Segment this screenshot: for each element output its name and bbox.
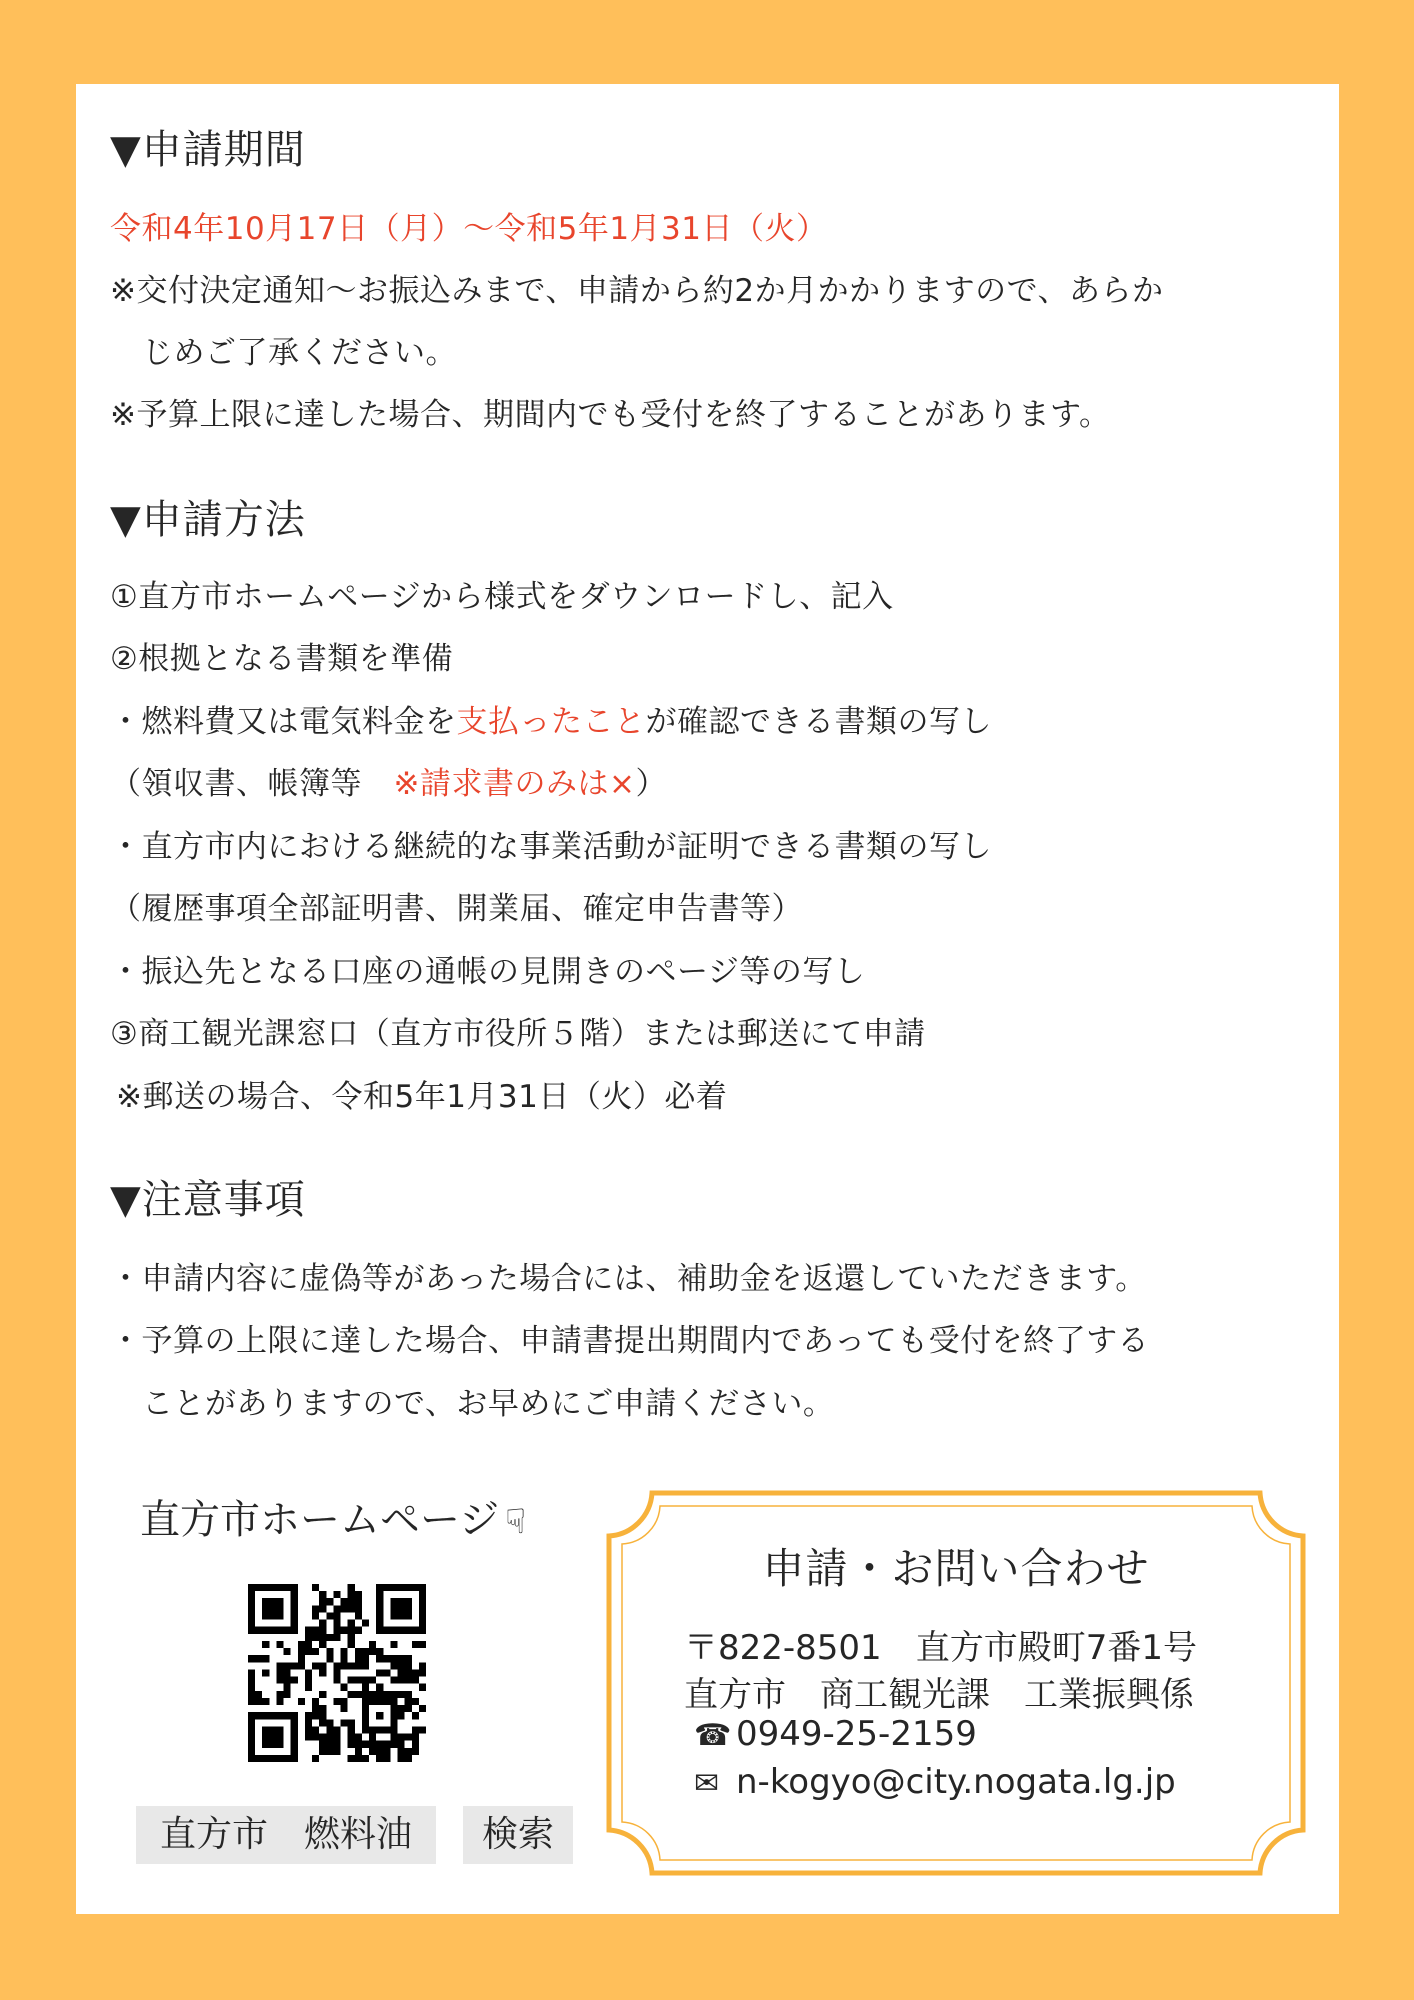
period-note-1: ※交付決定通知～お振込みまで、申請から約2か月かかりますので、あらか	[110, 273, 1164, 309]
period-note-1-cont: じめご了承ください。	[142, 335, 457, 371]
period-dates: 令和4年10月17日（月）～令和5年1月31日（火）	[110, 211, 828, 247]
homepage-label	[140, 1488, 526, 1545]
method-doc-fuel-examples-highlight: ※請求書のみは×	[393, 766, 636, 802]
period-note-2: ※予算上限に達した場合、期間内でも受付を終了することがあります。	[110, 397, 1111, 433]
notes-item-1: ・申請内容に虚偽等があった場合には、補助金を返還していただきます。	[110, 1261, 1147, 1297]
method-step-3: ③商工観光課窓口（直方市役所５階）または郵送にて申請	[110, 1016, 926, 1052]
section-title-period: ▼申請期間	[110, 127, 306, 173]
method-doc-bank: ・振込先となる口座の通帳の見開きのページ等の写し	[110, 954, 866, 990]
method-doc-fuel-examples-pre: （領収書、帳簿等	[110, 766, 394, 802]
method-doc-fuel-examples	[110, 758, 667, 803]
pointing-hand-icon: ☟	[505, 1502, 526, 1542]
method-doc-fuel-examples-post: ）	[635, 766, 667, 802]
qr-code[interactable]	[248, 1584, 426, 1762]
contact-phone	[694, 1714, 977, 1754]
contact-box	[606, 1490, 1306, 1876]
section-title-method: ▼申請方法	[110, 497, 306, 543]
method-step-1: ①直方市ホームページから様式をダウンロードし、記入	[110, 579, 894, 615]
phone-icon: ☎	[694, 1718, 732, 1753]
contact-phone-number[interactable]: 0949-25-2159	[736, 1714, 977, 1754]
method-doc-business: ・直方市内における継続的な事業活動が証明できる書類の写し	[110, 829, 992, 865]
method-doc-business-examples: （履歴事項全部証明書、開業届、確定申告書等）	[110, 891, 803, 927]
qr-code-image	[248, 1584, 426, 1762]
method-doc-fuel	[110, 696, 992, 741]
notes-item-2-cont: ことがありますので、お早めにご申請ください。	[142, 1386, 835, 1422]
contact-title: 申請・お問い合わせ	[762, 1544, 1150, 1593]
contact-department: 直方市 商工観光課 工業振興係	[684, 1675, 1194, 1715]
homepage-label-text: 直方市ホームページ	[140, 1497, 500, 1543]
method-mail-note: ※郵送の場合、令和5年1月31日（火）必着	[116, 1079, 728, 1115]
method-doc-fuel-post: が確認できる書類の写し	[645, 704, 992, 740]
notes-item-2: ・予算の上限に達した場合、申請書提出期間内であっても受付を終了する	[110, 1323, 1150, 1359]
contact-address: 〒822-8501 直方市殿町7番1号	[684, 1628, 1197, 1668]
contact-email-address[interactable]: n-kogyo@city.nogata.lg.jp	[736, 1762, 1176, 1802]
method-step-2: ②根拠となる書類を準備	[110, 641, 454, 677]
contact-email	[694, 1762, 1176, 1802]
section-title-notes: ▼注意事項	[110, 1177, 306, 1223]
method-doc-fuel-highlight: 支払ったこと	[456, 704, 646, 740]
method-doc-fuel-pre: ・燃料費又は電気料金を	[110, 704, 457, 740]
search-button[interactable]: 検索	[463, 1806, 573, 1864]
search-terms-box: 直方市 燃料油	[136, 1806, 436, 1864]
mail-icon: ✉	[694, 1766, 720, 1801]
